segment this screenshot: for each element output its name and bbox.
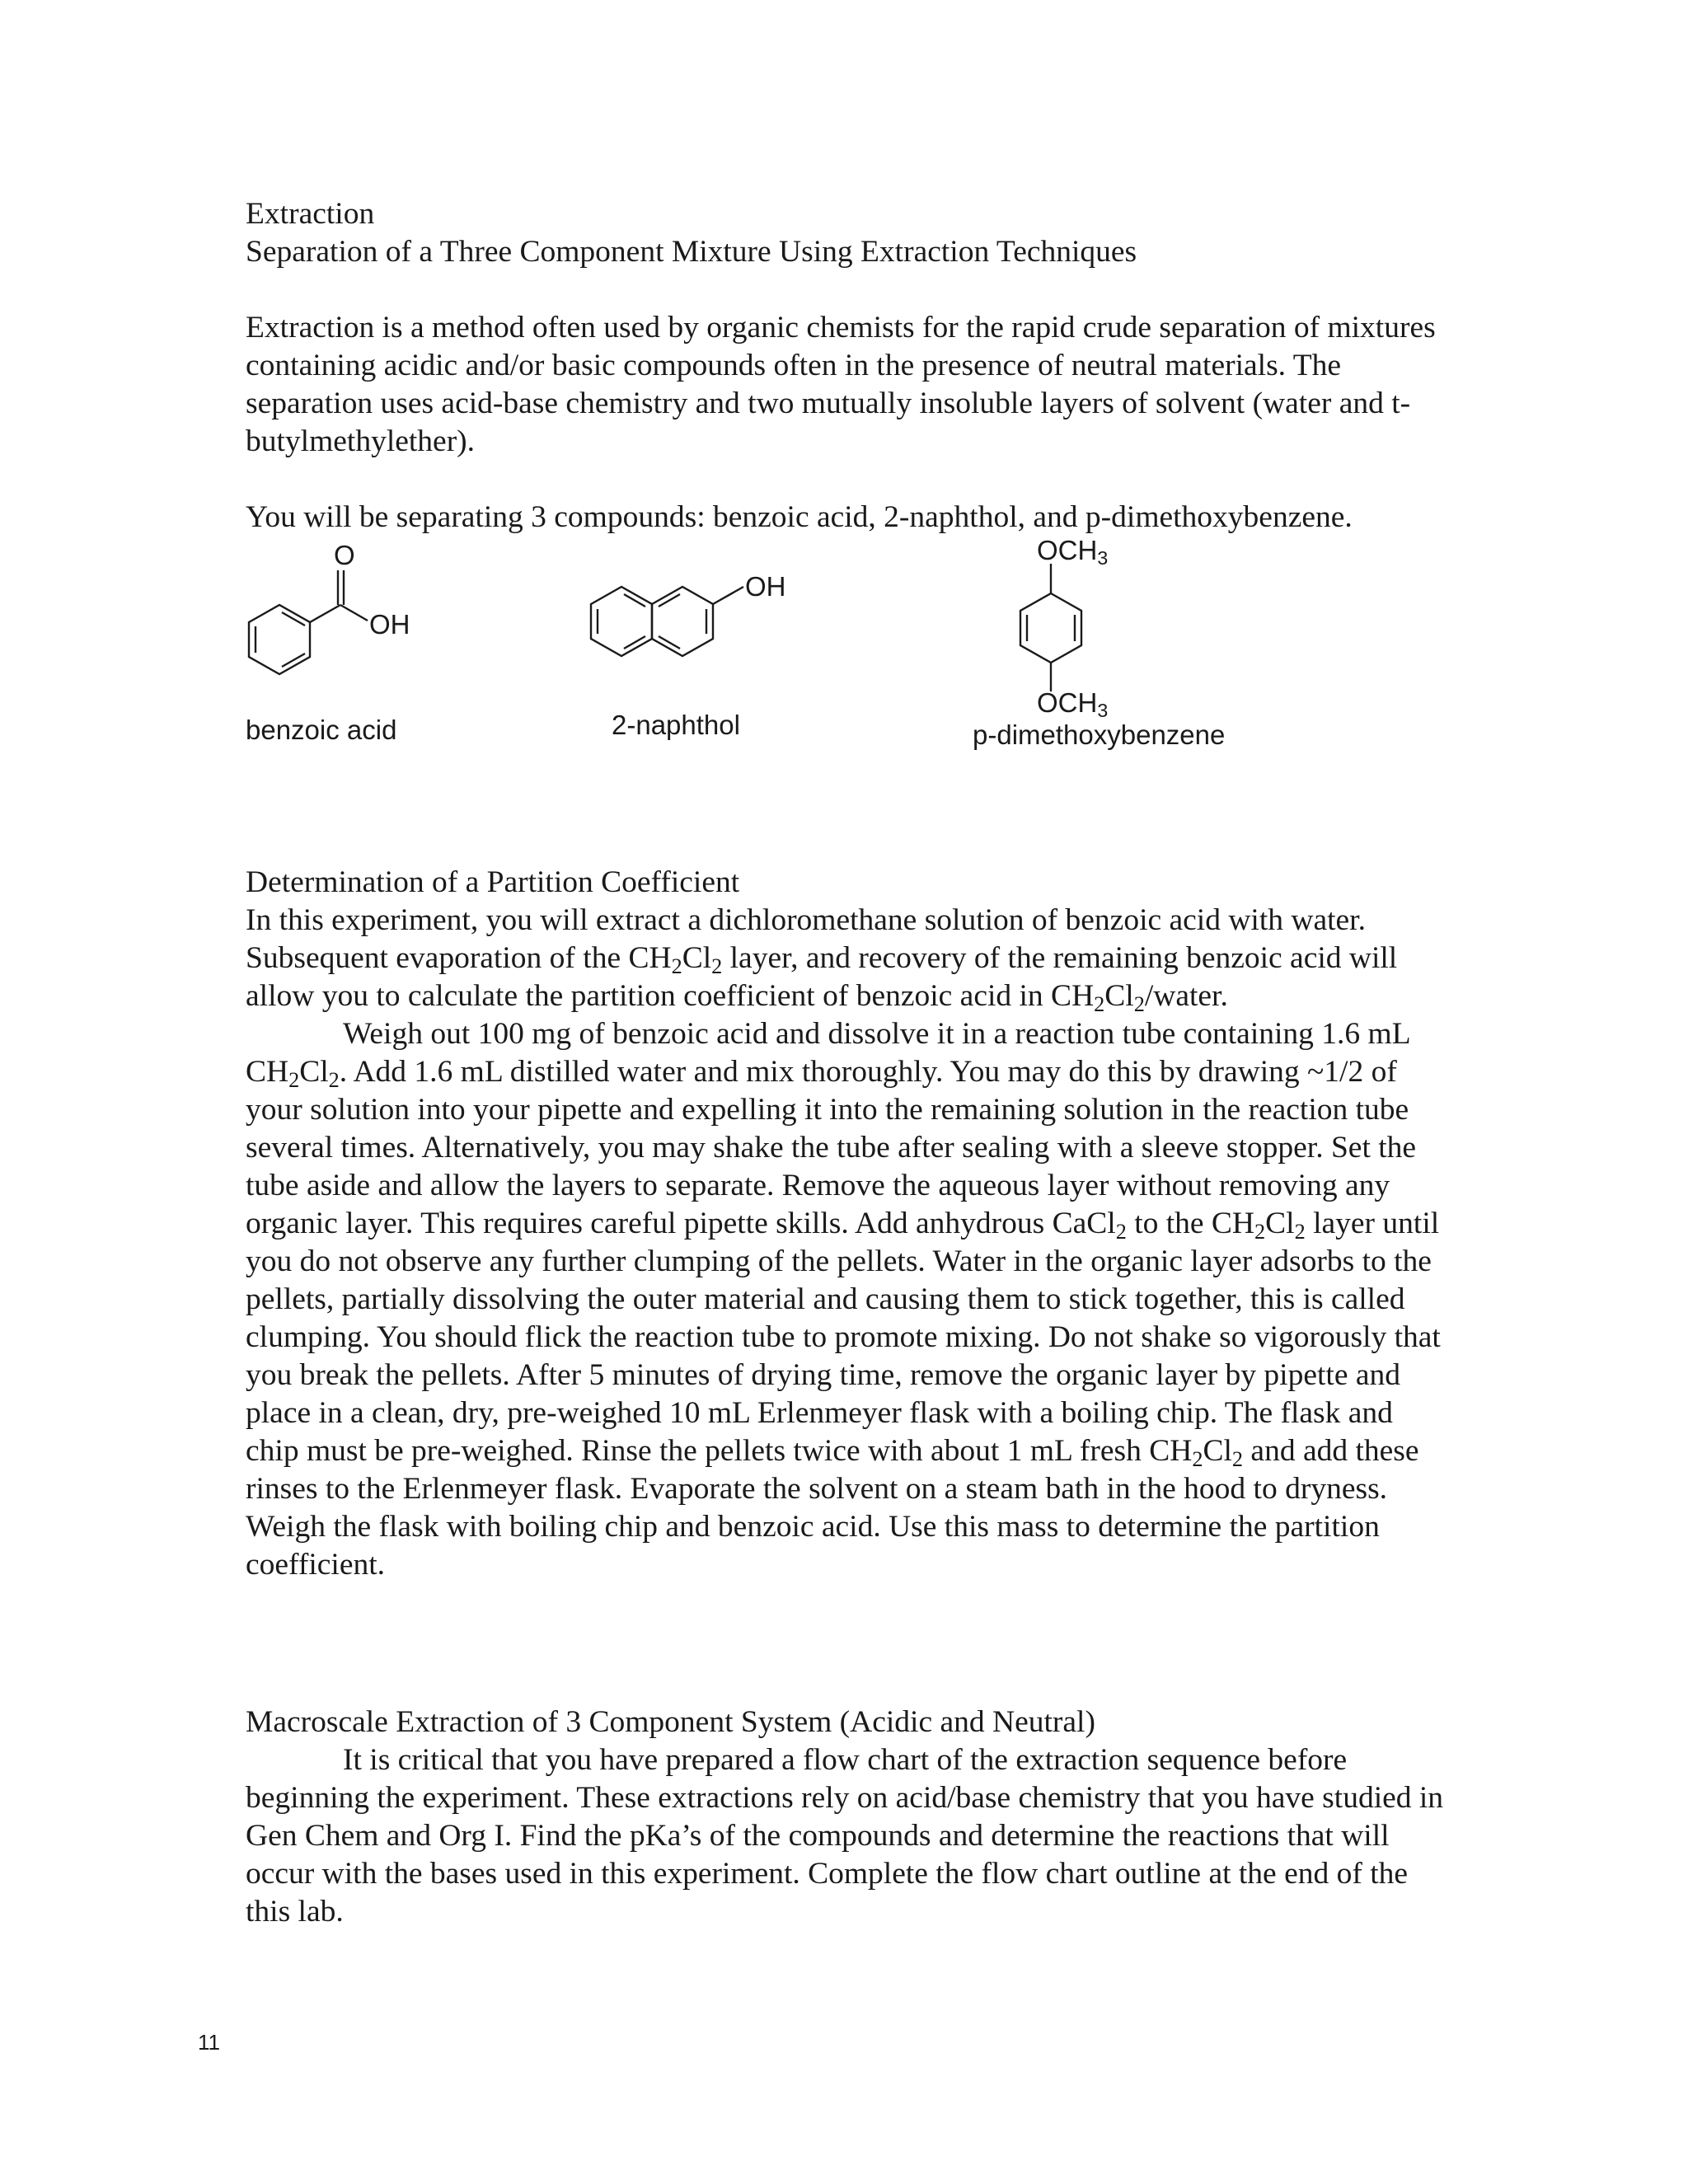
subscript: 2 [711,954,723,979]
subscript: 2 [1294,1220,1306,1244]
chlorine-text: Cl [299,1055,329,1089]
benzoic-acid-O-label: O [334,540,355,570]
subscript: 2 [1133,992,1145,1017]
partition-intro-paragraph [246,902,1449,1015]
subscript: 2 [1192,1447,1203,1472]
naphthol-structure [587,569,801,684]
document-title: Extraction [246,197,375,231]
p1-text-b: layer, and recovery of the remaining benzoic acid will allow you to calculate the partition coefficient of benzoic acid in CH [246,941,1398,1013]
p1-text-c: /water. [1144,979,1228,1013]
p2-text-e: and add these rinses to the Erlenmeyer flask. Evaporate the solvent on a steam bath in the hood to dryness. Weigh the flask with boiling chip and benzoic acid. Use this mass to determine the partition coefficient. [246,1434,1419,1582]
chlorine-text: Cl [1265,1207,1295,1240]
naphthol-OH-label: OH [745,571,786,602]
subscript: 2 [288,1068,300,1093]
dimethoxybenzene-name: p-dimethoxybenzene [973,719,1226,750]
intro-paragraph: Extraction is a method often used by organic chemists for the rapid crude separation of mixtures containing acidic and/or basic compounds often in the presence of neutral materials. The separation uses acid-base chemistry and two mutually insoluble layers of solvent (water and t-butylmethylether). [246,311,1436,458]
subscript: 2 [1094,992,1105,1017]
macroscale-heading: Macroscale Extraction of 3 Component System (Acidic and Neutral) [246,1705,1095,1739]
naphthol-name: 2-naphthol [612,710,740,740]
title-block [246,195,1482,271]
macroscale-paragraph [246,1741,1449,1931]
p2-text-d: layer until you do not observe any further clumping of the pellets. Water in the organic layer adsorbs to the pellets, partially dissolving the outer material and causing them to stick together, this is called clumping. You should flick the reaction tube to promote mixing. Do not shake so vigorously that you break the pellets. After 5 minutes of drying time, remove the organic layer by pipette and place in a clean, dry, pre-weighed 10 mL Erlenmeyer flask with a boiling chip. The flask and chip must be pre-weighed. Rinse the pellets twice with about 1 mL fresh CH [246,1207,1441,1468]
subscript: 2 [1254,1220,1266,1244]
subscript: 2 [1231,1447,1244,1472]
bottom-group-text: OCH [1037,687,1098,718]
p1-text-a: In this experiment, you will extract a dichloromethane solution of benzoic acid with water. Subsequent evaporation of the CH [246,903,1366,975]
bottom-group-subscript: 3 [1097,700,1109,722]
chlorine-text: Cl [1203,1434,1232,1468]
subscript: 2 [1115,1220,1127,1244]
macroscale-section [246,1704,1449,1931]
page-number: 11 [198,2030,220,2055]
chlorine-text: Cl [1104,979,1134,1013]
benzoic-acid-OH-label: OH [369,609,410,640]
p2-text-b: . Add 1.6 mL distilled water and mix thoroughly. You may do this by drawing ~1/2 of your solution into your pipette and expelling it into the remaining solution in the reaction tube several times. Alternatively, you may shake the tube after sealing with a sleeve stopper. Set the tube aside and allow the layers to separate. Remove the aqueous layer without removing any organic layer. This requires careful pipette skills. Add anhydrous CaCl [246,1055,1417,1240]
p2-text-c: to the CH [1126,1207,1255,1240]
chlorine-text: Cl [682,941,712,975]
macroscale-text: It is critical that you have prepared a flow chart of the extraction sequence before beginning the experiment. These extractions rely on acid/base chemistry that you have studied in Gen Chem and Org I. Find the pKa’s of the compounds and determine the reactions that will occur with the bases used in this experiment. Complete the flow chart outline at the end of the this lab. [246,1743,1444,1929]
document-subtitle: Separation of a Three Component Mixture Using Extraction Techniques [246,235,1137,269]
partition-section [246,864,1449,1584]
dimethoxybenzene-structure [989,534,1203,732]
p2-text-a: Weigh out 100 mg of benzoic acid and dissolve it in a reaction tube containing 1.6 mL CH [246,1017,1410,1089]
subscript: 2 [328,1068,340,1093]
partition-procedure-paragraph [246,1015,1449,1584]
partition-heading: Determination of a Partition Coefficient [246,865,740,899]
top-group-text: OCH [1037,535,1098,565]
compounds-sentence: You will be separating 3 compounds: benzoic acid, 2-naphthol, and p-dimethoxybenzene. [246,500,1353,534]
dimethoxybenzene-bottom-group [1037,687,1109,722]
top-group-subscript: 3 [1097,547,1109,569]
benzoic-acid-name: benzoic acid [246,715,397,745]
subscript: 2 [671,954,682,979]
